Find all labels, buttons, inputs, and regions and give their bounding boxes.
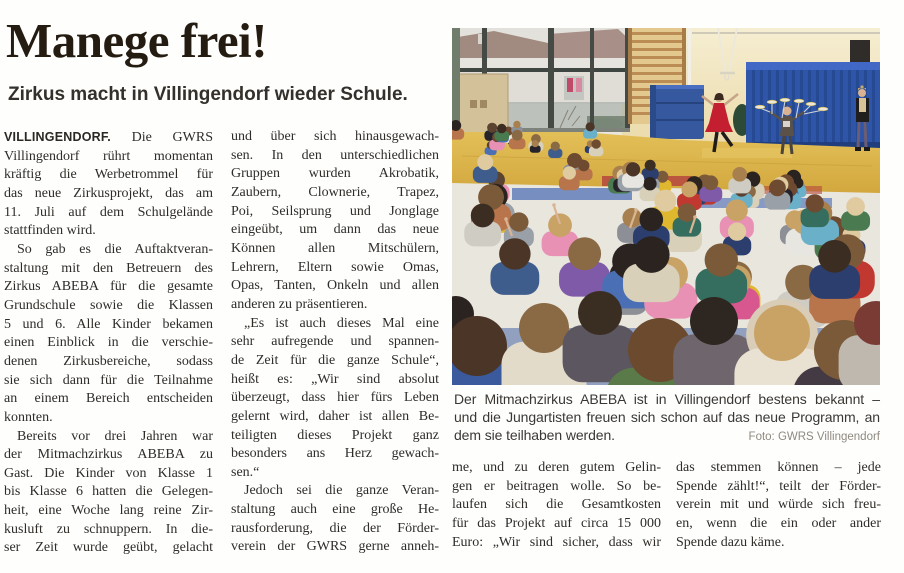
article-line: Grundschule sowie die Klassen xyxy=(4,297,213,313)
article-line: stattfinden wird. xyxy=(4,223,96,239)
article-line: bis Klasse 6 hatten die Gelegen- xyxy=(4,484,213,500)
article-column-4 xyxy=(676,459,881,552)
location-lead: VILLINGENDORF. xyxy=(4,130,111,144)
article-line: sehr aufregende und spannen- xyxy=(231,334,439,350)
article-line: heißt es: „Wir sind absolut xyxy=(231,371,439,387)
article-line: Spende dazu käme. xyxy=(676,534,785,550)
article-line: Spende zählt!“, teilt der Förder- xyxy=(676,478,881,494)
gym-scene xyxy=(452,28,880,385)
article-photo xyxy=(452,28,880,385)
article-line: Opas, Tanten, Onkeln und allen xyxy=(231,278,439,294)
article-line: staltung mit den Betreuern des xyxy=(4,260,213,276)
article-line: überzeugt, dass hier fürs Leben xyxy=(231,390,439,406)
article-column-2 xyxy=(231,128,439,557)
article-line: me, und zu deren gutem Gelin- xyxy=(452,460,661,475)
article-line: Können allen Mitschülern, xyxy=(231,240,439,256)
article-line: verein mit und würde sich freu- xyxy=(676,497,881,513)
article-column-1 xyxy=(4,128,213,558)
article-line: staltung auch eine große He- xyxy=(231,502,439,518)
caption-line: Der Mitmachzirkus ABEBA ist in Villingendorf bestens bekannt – xyxy=(454,391,880,407)
article-line: denen Zirkusbereiche, sodass xyxy=(4,353,213,369)
article-line: heit, eine Woche lang reine Zir- xyxy=(4,503,213,519)
article-line: kusluft zu schnuppern. In die- xyxy=(4,521,213,537)
article-line: für das Projekt auf circa 15 000 xyxy=(452,515,661,531)
article-line: verein der GWRS gerne anneh- xyxy=(231,539,439,555)
article-line: 11. Juli auf dem Schulgelände xyxy=(4,204,213,220)
article-line: laufen sich die Gesamtkosten xyxy=(452,497,661,513)
article-line: Zirkus ABEBA für die gesamte xyxy=(4,279,213,295)
article-line: ser Zeit wurde geübt, gelacht xyxy=(4,540,213,556)
article-line: besonders ans Herz gewach- xyxy=(231,446,439,462)
article-line: Euro: „Wir sind sicher, dass wir xyxy=(452,534,661,550)
article-line: en, wenn die ein oder ander xyxy=(676,515,881,531)
subheadline: Zirkus macht in Villingendorf wieder Schule. xyxy=(8,84,408,105)
article-line: Lehrern, Eltern sowie Omas, xyxy=(231,259,439,275)
article-line: das neue Zirkusprojekt, das am xyxy=(4,185,213,201)
article-line: Villingendorf rührt momentan xyxy=(4,148,213,164)
article-column-3 xyxy=(452,459,661,552)
article-line: gen er beitragen wolle. So be- xyxy=(452,478,661,494)
article-line: Poi, Seilsprung und Jonglage xyxy=(231,203,439,219)
article-line: Zaubern, Clownerie, Trapez, xyxy=(231,184,439,200)
article-line: sie sich dann für die Teilnahme xyxy=(4,372,213,388)
article-line: rausforderung, die der Förder- xyxy=(231,520,439,536)
article-line: an einem Bereich entscheiden xyxy=(4,391,213,407)
article-line: sen.“ xyxy=(231,464,260,480)
ceiling-rail xyxy=(692,32,880,34)
article-line: einen Einblick in die verschie- xyxy=(4,335,213,351)
article-line: Gruppen wurden Akrobatik, xyxy=(231,166,439,182)
photo-credit: Foto: GWRS Villingendorf xyxy=(748,431,880,443)
caption-line: und die Jungartisten freuen sich schon auf das neue Programm, an xyxy=(454,409,880,425)
article-line: eingeübt, um dann das neue xyxy=(231,222,439,238)
gym-mats xyxy=(650,85,704,139)
headline: Manege frei! xyxy=(6,13,268,68)
article-line: anderen zu präsentieren. xyxy=(231,296,368,312)
article-line: Jedoch sei die ganze Veran- xyxy=(244,483,439,499)
article-line: der Mitmachzirkus ABEBA zu xyxy=(4,447,213,463)
article-line: „Es ist auch dieses Mal eine xyxy=(244,315,439,331)
article-line: VILLINGENDORF. Die GWRS xyxy=(4,130,213,145)
photo-caption xyxy=(454,390,880,446)
caption-line: dem sie teilhaben werden. xyxy=(454,427,615,443)
article-line: So gab es die Auftaktveran- xyxy=(17,241,213,257)
article-line: de Zeit für die ganze Schule“, xyxy=(231,352,439,368)
article-line: das stemmen können – jede xyxy=(676,460,881,475)
article-line: konnten. xyxy=(4,409,53,425)
article-line: gelernt wird, daher ist allen Be- xyxy=(231,408,439,424)
article-line: Gast. Die Kinder von Klasse 1 xyxy=(4,465,213,481)
article-line: 5 und 6. Alle Kinder bekamen xyxy=(4,316,213,332)
article-line: sen. In den unterschiedlichen xyxy=(231,147,439,163)
article-line: kräftig die Werbetrommel für xyxy=(4,167,213,183)
article-line: Bereits vor drei Jahren war xyxy=(17,428,213,444)
article-line: teiligten dieses Projekt ganz xyxy=(231,427,439,443)
article-line: und über sich hinausgewach- xyxy=(231,129,439,144)
